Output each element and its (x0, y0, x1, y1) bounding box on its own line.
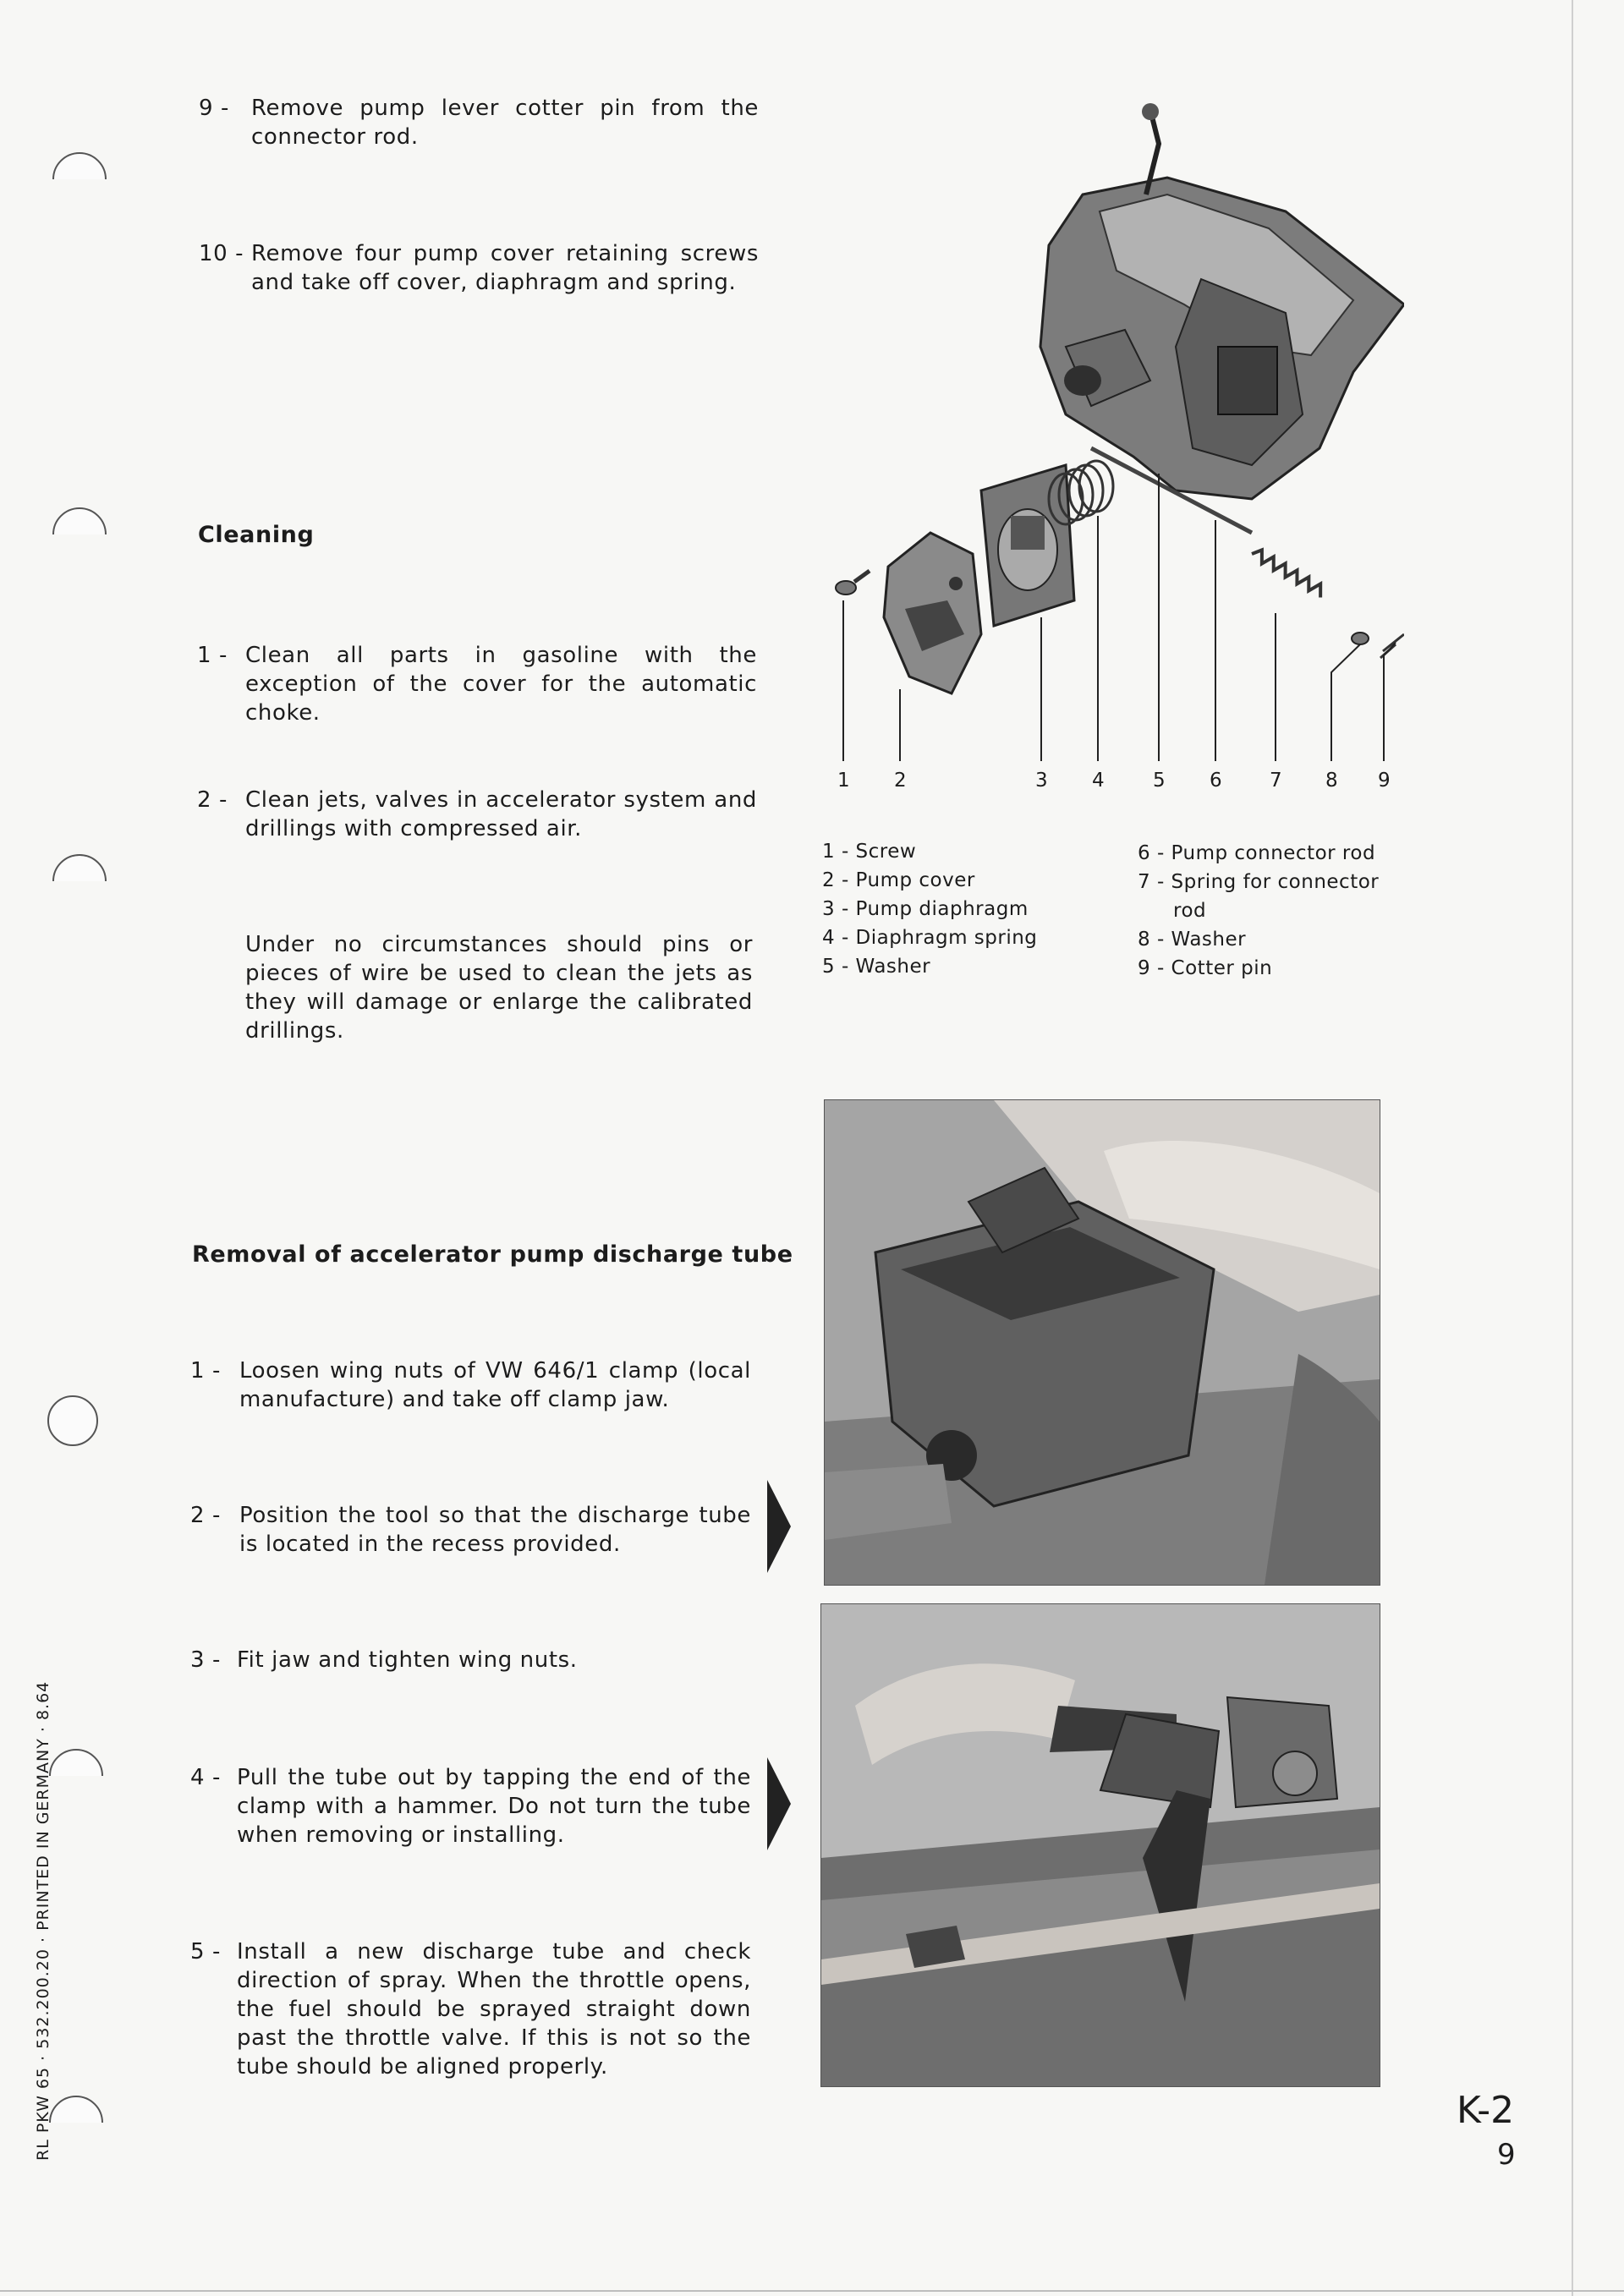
callout-6: 6 (1210, 770, 1222, 792)
callout-1: 1 (837, 770, 850, 792)
removal-step-4: 4 - Pull the tube out by tapping the end of the clamp with a hammer. Do not turn the tube when removing or installing. (190, 1765, 751, 1848)
cleaning-step-1: 1 - Clean all parts in gasoline with the exception of the cover for the automatic choke. (197, 643, 757, 726)
side-imprint: RL PKW 65 · 532.200.20 · PRINTED IN GERMANY · 8.64 (34, 1680, 52, 2161)
figure-legend-left (822, 837, 1037, 981)
screw-illustration (836, 571, 870, 595)
binder-hole (49, 1749, 103, 1803)
legend-item: 7 - Spring for connector (1138, 871, 1380, 893)
removal-step-2: 2 - Position the tool so that the discharge tube is located in the recess provided. (190, 1503, 751, 1557)
binder-hole (52, 152, 107, 206)
photo-clamp-positioning (824, 1099, 1380, 1586)
pointer-arrow-icon (765, 1478, 793, 1575)
legend-item: 1 - Screw (822, 841, 917, 863)
callout-numbers (835, 770, 1393, 795)
page-edge-bottom (0, 2290, 1624, 2292)
legend-item: 6 - Pump connector rod (1138, 842, 1376, 864)
page-id: K-2 (1457, 2089, 1515, 2132)
page-edge-right (1572, 0, 1573, 2296)
legend-item: rod (1173, 900, 1207, 922)
legend-item: 5 - Washer (822, 956, 931, 978)
callout-8: 8 (1325, 770, 1338, 792)
removal-step-3: 3 - Fit jaw and tighten wing nuts. (190, 1647, 578, 1673)
callout-3: 3 (1035, 770, 1048, 792)
figure-legend-right (1138, 839, 1379, 983)
legend-item: 8 - Washer (1138, 929, 1247, 951)
carburetor-body-illustration (1040, 103, 1404, 499)
legend-item: 2 - Pump cover (822, 869, 975, 891)
washer-illustration (1352, 633, 1369, 644)
removal-step-5: 5 - Install a new discharge tube and check direction of spray. When the throttle opens, the fuel should be sprayed straight down past the throttle valve. If this is not so the tube should be aligned properly. (190, 1939, 751, 2080)
legend-item: 9 - Cotter pin (1138, 957, 1273, 979)
rod-spring-illustration (1250, 546, 1326, 597)
removal-step-1: 1 - Loosen wing nuts of VW 646/1 clamp (local manufacture) and take off clamp jaw. (190, 1358, 751, 1412)
step-9: 9 - Remove pump lever cotter pin from the connector rod. (199, 96, 759, 150)
photo-hammer-tapping (820, 1603, 1380, 2087)
removal-heading: Removal of accelerator pump discharge tube (192, 1241, 793, 1268)
pointer-arrow-icon (765, 1756, 793, 1852)
callout-9: 9 (1378, 770, 1391, 792)
legend-item: 4 - Diaphragm spring (822, 927, 1038, 949)
cleaning-note: Under no circumstances should pins or pieces of wire be used to clean the jets as they will damage or enlarge the calibrated drillings. (245, 932, 753, 1044)
step-10: 10 - Remove four pump cover retaining screws and take off cover, diaphragm and spring. (199, 241, 759, 295)
callout-2: 2 (894, 770, 907, 792)
binder-hole (47, 1395, 98, 1446)
pump-cover-illustration (884, 533, 981, 693)
callout-4: 4 (1092, 770, 1105, 792)
cleaning-heading: Cleaning (198, 522, 315, 548)
legend-item: 3 - Pump diaphragm (822, 898, 1029, 920)
binder-hole (52, 854, 107, 908)
cleaning-step-2: 2 - Clean jets, valves in accelerator system and drillings with compressed air. (197, 787, 757, 841)
carburetor-exploded-diagram (812, 93, 1404, 778)
page-number: 9 (1497, 2138, 1516, 2172)
binder-hole (49, 2096, 103, 2150)
binder-hole (52, 507, 107, 562)
callout-5: 5 (1153, 770, 1166, 792)
callout-7: 7 (1270, 770, 1282, 792)
